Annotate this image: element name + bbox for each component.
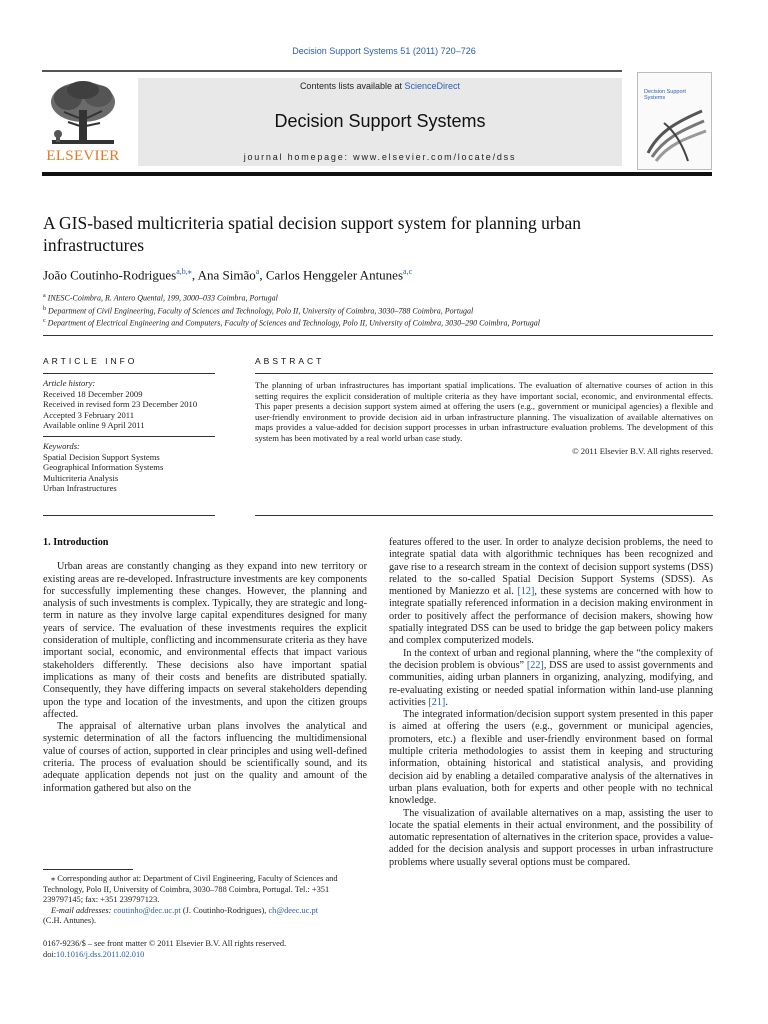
cover-artwork-icon	[644, 103, 708, 163]
email-owner: (C.H. Antunes).	[43, 916, 97, 926]
keyword-item: Spatial Decision Support Systems	[43, 451, 160, 462]
article-history-heading: Article history:	[43, 378, 96, 388]
reference-link[interactable]: [12]	[517, 586, 535, 598]
issn-line: 0167-9236/$ – see front matter © 2011 Elsevier B.V. All rights reserved.	[43, 939, 287, 948]
contents-lists-line	[138, 81, 622, 91]
reference-link[interactable]: [22]	[526, 659, 544, 671]
body-paragraph	[389, 648, 713, 709]
elsevier-tree-icon	[42, 78, 124, 150]
affiliation-item	[43, 316, 723, 329]
affiliation-text: INESC-Coimbra, R. Antero Quental, 199, 3000–033 Coimbra, Portugal	[47, 293, 278, 303]
doi-link[interactable]: 10.1016/j.dss.2011.02.010	[56, 950, 145, 959]
history-item: Received in revised form 23 December 2010	[43, 399, 198, 410]
abstract-rule	[255, 373, 713, 374]
affiliation-text: Department of Civil Engineering, Faculty of Sciences and Technology, Polo II, University of Coimbra, 3030–788 Coimbra, Portugal	[48, 306, 474, 316]
author-name: João Coutinho-Rodrigues	[43, 267, 177, 283]
body-column-left	[43, 537, 367, 795]
author-name: Ana Simão	[197, 267, 256, 283]
affiliation-text: Department of Electrical Engineering and Computers, Faculty of Sciences and Technology, Polo II, University of Coimbra, 3030–290 Coimbra, Portugal	[47, 318, 540, 328]
paragraph-text: .	[445, 696, 448, 708]
footnote-text: ⁎ Corresponding author at: Department of Civil Engineering, Faculty of Sciences and Technology, Polo II, University of Coimbra, 3030–788 Coimbra, Portugal. Tel.: +351 239797145; fax: +351 239797123.	[43, 874, 338, 905]
body-paragraph: Urban areas are constantly changing as they expand into new territory or existing areas are re-developed. Infrastructure investments are key components for successfully implementing these changes. However, the planning and analysis of such investments is complex. Typically, they are strategic and long-term in nature as they involve large capital expenditures designed for many years of service. The evaluation of these investments requires the explicit consideration of multiple, conflicting and incommensurate criteria as they have important social, economic, and environmental effects that impact various stakeholders differently. These decisions also have important spatial implications as many of their costs and benefits are distributed spatially. Consequently, they have differing impacts on several stakeholders depending upon the type and location of the investments, and upon the citizen groups affected.	[43, 561, 367, 720]
sciencedirect-link[interactable]: ScienceDirect	[404, 81, 461, 91]
abstract-text: The planning of urban infrastructures has important spatial implications. The evaluation of alternative courses of action in this setting requires the explicit consideration of multiple criteria as they have important social, economic, and environmental effects. This paper presents a decision support system aimed at offering the users (e.g., government or municipal agencies) a flexible and user-friendly environment to provide decision aid in urban infrastructure planning. The visualization of available alternatives on maps provides a value-added for decision support processes in urban infrastructure evaluation problems. The development of this system has been motivated by a real world urban case study.	[255, 380, 713, 443]
paragraph-text: , these systems are concerned with how to integrate spatially referenced information in a decision making environment in order to positively affect the performance of decision makers, showing how spatially integrated DSS can be used to bridge the gap between policy makers and complex computerized models.	[389, 586, 713, 647]
article-title: A GIS-based multicriteria spatial decision support system for planning urban infrastructures	[43, 213, 582, 255]
email-link[interactable]: ch@deec.uc.pt	[268, 905, 319, 915]
journal-title: Decision Support Systems	[274, 111, 486, 131]
journal-cover-thumbnail[interactable]	[637, 72, 712, 170]
journal-masthead	[42, 70, 712, 176]
cover-title: Decision Support Systems	[644, 89, 686, 101]
article-info-divider	[43, 436, 215, 437]
corresponding-author-footnote	[43, 869, 367, 927]
elsevier-wordmark: ELSEVIER	[46, 148, 120, 164]
doi-line	[43, 949, 367, 960]
affiliation-marker: a	[43, 293, 46, 299]
paragraph-text: , DSS are used to assist governments and communities, aiding urban planners in organizing, analyzing, modifying, and re-evaluating existing or needed spatial information within land-use planning activities	[389, 659, 713, 708]
imprint	[43, 938, 367, 960]
article-info-bottom-rule	[43, 515, 215, 516]
affiliation-marker: c	[43, 318, 46, 325]
article-info-label: ARTICLE INFO	[43, 356, 138, 366]
history-item: Received 18 December 2009	[43, 388, 143, 399]
doi-prefix: doi:	[43, 950, 57, 959]
email-label: E-mail addresses:	[51, 905, 112, 915]
author-separator: ,	[259, 267, 266, 283]
article-info	[43, 378, 215, 494]
journal-citation-link[interactable]: Decision Support Systems 51 (2011) 720–726	[292, 46, 476, 56]
author-list	[43, 267, 723, 283]
body-paragraph	[389, 537, 713, 648]
email-owner: (J. Coutinho-Rodrigues),	[180, 905, 269, 915]
masthead-top-rule	[42, 70, 622, 72]
article-info-rule	[43, 373, 215, 374]
author-affiliation-marker[interactable]: a	[255, 267, 260, 276]
paragraph-text: features offered to the user. In order to analyze decision problems, the need to integrate spatial data with algorithmic techniques has been recognized and gave rise to a research stream in the context of decision support systems (DSS) related to the so-called Spatial Decision Support Systems (SDSS). As mentioned by Maniezzo et al.	[389, 537, 713, 598]
journal-banner	[138, 78, 622, 166]
history-item: Accepted 3 February 2011	[43, 409, 135, 420]
abstract	[255, 380, 713, 456]
paragraph-text: In the context of urban and regional planning, where the “the complexity of the decision problem is obvious”	[389, 647, 713, 671]
abstract-label: ABSTRACT	[255, 356, 325, 366]
section-heading: 1. Introduction	[43, 537, 109, 548]
footnote-rule	[43, 869, 133, 870]
body-paragraph: The visualization of available alternatives on a map, assisting the user to locate the spatial elements in their actual environment, and the possibility of automatic representation of alternatives in the criterion space, provides a value-added for the decision analysis and support processes in urban infrastructure problems where usually several options must be compared.	[389, 807, 713, 868]
reference-link[interactable]: [21]	[428, 696, 446, 708]
keywords-heading: Keywords:	[43, 440, 80, 451]
masthead-bottom-rule	[42, 172, 712, 176]
abstract-copyright: © 2011 Elsevier B.V. All rights reserved.	[572, 445, 713, 456]
body-paragraph: The appraisal of alternative urban plans involves the analytical and systemic determination of all the factors influencing the multidimensional value of courses of action, supported in clear principles and using well-defined criteria. The process of evaluation should be scientifically sound, and its adequate application depends not just on the quality and amount of the information gathered but also on the	[43, 721, 367, 794]
email-link[interactable]: coutinho@dec.uc.pt	[113, 905, 181, 915]
author-name: Carlos Henggeler Antunes	[265, 267, 404, 283]
affiliation-list	[43, 291, 723, 329]
elsevier-logo[interactable]	[42, 78, 124, 166]
body-paragraph: The integrated information/decision support system presented in this paper is aimed at offering the users (e.g., government or municipal agencies, promoters, etc.) a flexible and user-friendly environment based on formal multiple criteria methodologies to assist them in keeping and structuring information, obtaining historical and statistical analysis, and providing decision aid by enabling a detailed comparative analysis of the alternatives in urban plans evaluation, both for experts and other people with no technical knowledge.	[389, 709, 713, 807]
history-item: Available online 9 April 2011	[43, 420, 145, 431]
journal-homepage[interactable]: journal homepage: www.elsevier.com/locate/dss	[243, 152, 517, 162]
email-line	[43, 906, 367, 917]
author-affiliation-marker[interactable]: a,b,⁎	[176, 267, 192, 276]
keyword-item: Geographical Information Systems	[43, 462, 164, 473]
body-column-right	[389, 537, 713, 869]
keyword-item: Urban Infrastructures	[43, 483, 117, 494]
affiliation-marker: b	[43, 305, 46, 312]
affiliation-item	[43, 304, 723, 317]
affiliation-item	[43, 291, 723, 304]
keyword-item: Multicriteria Analysis	[43, 472, 119, 483]
author-separator: ,	[191, 267, 198, 283]
front-matter-rule	[43, 335, 713, 336]
abstract-bottom-rule	[255, 515, 713, 516]
contents-prefix: Contents lists available at	[299, 81, 402, 91]
author-affiliation-marker[interactable]: a,c	[403, 267, 413, 276]
